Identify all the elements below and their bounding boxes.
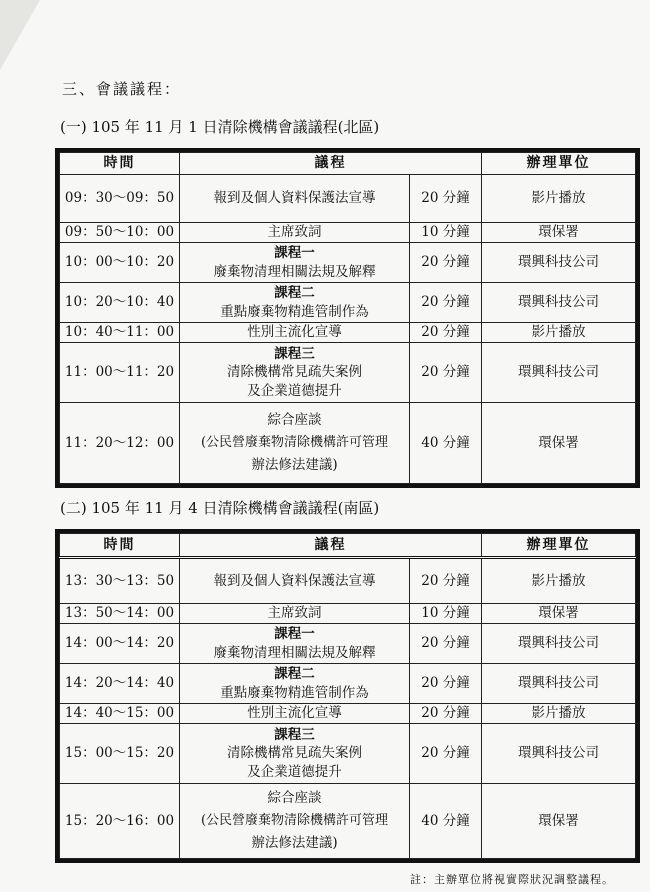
duration-cell: 20 分鐘 — [410, 664, 482, 704]
organizer-cell: 環興科技公司 — [482, 343, 636, 403]
organizer-cell: 影片播放 — [482, 323, 636, 343]
section-heading: 三、會議議程： — [62, 80, 182, 98]
header-organizer: 辦理單位 — [482, 534, 636, 558]
header-agenda: 議程 — [180, 153, 482, 175]
organizer-cell: 影片播放 — [482, 704, 636, 724]
organizer-cell: 影片播放 — [482, 175, 636, 223]
organizer-cell: 環保署 — [482, 784, 636, 859]
agenda-text: 綜合座談 — [267, 412, 322, 429]
footnote: 註：主辦單位將視實際狀況調整議程。 — [410, 873, 614, 886]
agenda-text: 綜合座談 — [267, 790, 322, 807]
duration-cell: 20 分鐘 — [410, 704, 482, 724]
header-agenda: 議程 — [180, 534, 482, 558]
course-title: 課程三 — [274, 346, 315, 363]
table-row — [60, 704, 636, 724]
organizer-cell: 環興科技公司 — [482, 243, 636, 283]
organizer-cell: 環興科技公司 — [482, 624, 636, 664]
course-title: 課程三 — [274, 727, 315, 744]
agenda-text: 清除機構常見疏失案例 — [227, 745, 362, 762]
table-row — [60, 558, 636, 604]
time-cell: 09：30～09：50 — [60, 175, 180, 223]
time-cell: 10：00～10：20 — [60, 243, 180, 283]
duration-cell: 20 分鐘 — [410, 283, 482, 323]
agenda-cell: 性別主流化宣導 — [180, 704, 410, 724]
agenda-cell: 主席致詞 — [180, 604, 410, 624]
agenda-cell: 報到及個人資料保護法宣導 — [180, 558, 410, 604]
time-cell: 13：50～14：00 — [60, 604, 180, 624]
agenda-text: 廢棄物清理相關法規及解釋 — [213, 644, 376, 661]
course-title: 課程一 — [274, 245, 315, 262]
organizer-cell: 環保署 — [482, 604, 636, 624]
time-cell: 09：50～10：00 — [60, 223, 180, 243]
agenda-cell — [180, 724, 410, 784]
time-cell: 13：30～13：50 — [60, 558, 180, 604]
duration-cell: 40 分鐘 — [410, 403, 482, 484]
table-row — [60, 175, 636, 223]
time-cell: 11：20～12：00 — [60, 403, 180, 484]
table-row — [60, 624, 636, 664]
table-row — [60, 343, 636, 403]
time-cell: 10：40～11：00 — [60, 323, 180, 343]
header-time: 時間 — [60, 534, 180, 558]
agenda-cell: 報到及個人資料保護法宣導 — [180, 175, 410, 223]
south-schedule-table — [55, 529, 640, 863]
organizer-cell: 影片播放 — [482, 558, 636, 604]
agenda-text-line3: 辦法修法建議) — [251, 457, 338, 474]
duration-cell: 20 分鐘 — [410, 558, 482, 604]
duration-cell: 20 分鐘 — [410, 724, 482, 784]
time-cell: 11：00～11：20 — [60, 343, 180, 403]
organizer-cell: 環興科技公司 — [482, 724, 636, 784]
course-title: 課程一 — [274, 626, 315, 643]
time-cell: 14：20～14：40 — [60, 664, 180, 704]
header-organizer: 辦理單位 — [482, 153, 636, 175]
agenda-text-line3: 辦法修法建議) — [251, 835, 338, 852]
agenda-text: 重點廢棄物精進管制作為 — [220, 684, 369, 701]
agenda-cell — [180, 784, 410, 859]
agenda-cell — [180, 243, 410, 283]
table-row — [60, 604, 636, 624]
agenda-cell: 性別主流化宣導 — [180, 323, 410, 343]
agenda-text-line2: (公民營廢棄物清除機構許可管理 — [200, 812, 389, 828]
agenda-text: 重點廢棄物精進管制作為 — [220, 303, 369, 320]
agenda-cell — [180, 403, 410, 484]
page-fold-corner — [0, 0, 40, 70]
table-row — [60, 403, 636, 484]
south-schedule-title: (二) 105 年 11 月 4 日清除機構會議議程(南區) — [60, 499, 380, 517]
north-schedule-title: (一) 105 年 11 月 1 日清除機構會議議程(北區) — [60, 118, 380, 136]
table-row — [60, 784, 636, 859]
duration-cell: 20 分鐘 — [410, 323, 482, 343]
organizer-cell: 環保署 — [482, 403, 636, 484]
header-time: 時間 — [60, 153, 180, 175]
time-cell: 10：20～10：40 — [60, 283, 180, 323]
time-cell: 14：00～14：20 — [60, 624, 180, 664]
duration-cell: 10 分鐘 — [410, 604, 482, 624]
organizer-cell: 環保署 — [482, 223, 636, 243]
duration-cell: 20 分鐘 — [410, 624, 482, 664]
duration-cell: 20 分鐘 — [410, 243, 482, 283]
agenda-cell — [180, 283, 410, 323]
agenda-cell: 主席致詞 — [180, 223, 410, 243]
table-row — [60, 323, 636, 343]
agenda-text-line2: 及企業道德提升 — [247, 763, 342, 780]
course-title: 課程二 — [274, 666, 315, 683]
time-cell: 14：40～15：00 — [60, 704, 180, 724]
agenda-cell — [180, 343, 410, 403]
agenda-cell — [180, 664, 410, 704]
table-row — [60, 283, 636, 323]
table-row — [60, 664, 636, 704]
agenda-text-line2: 及企業道德提升 — [247, 382, 342, 399]
agenda-text: 清除機構常見疏失案例 — [227, 364, 362, 381]
table-row — [60, 223, 636, 243]
duration-cell: 10 分鐘 — [410, 223, 482, 243]
duration-cell: 20 分鐘 — [410, 343, 482, 403]
table-row — [60, 243, 636, 283]
agenda-text: 廢棄物清理相關法規及解釋 — [213, 263, 376, 280]
table-row — [60, 724, 636, 784]
agenda-text-line2: (公民營廢棄物清除機構許可管理 — [200, 434, 389, 450]
north-schedule-table — [55, 148, 640, 488]
duration-cell: 20 分鐘 — [410, 175, 482, 223]
time-cell: 15：20～16：00 — [60, 784, 180, 859]
organizer-cell: 環興科技公司 — [482, 664, 636, 704]
organizer-cell: 環興科技公司 — [482, 283, 636, 323]
time-cell: 15：00～15：20 — [60, 724, 180, 784]
agenda-cell — [180, 624, 410, 664]
course-title: 課程二 — [274, 285, 315, 302]
duration-cell: 40 分鐘 — [410, 784, 482, 859]
